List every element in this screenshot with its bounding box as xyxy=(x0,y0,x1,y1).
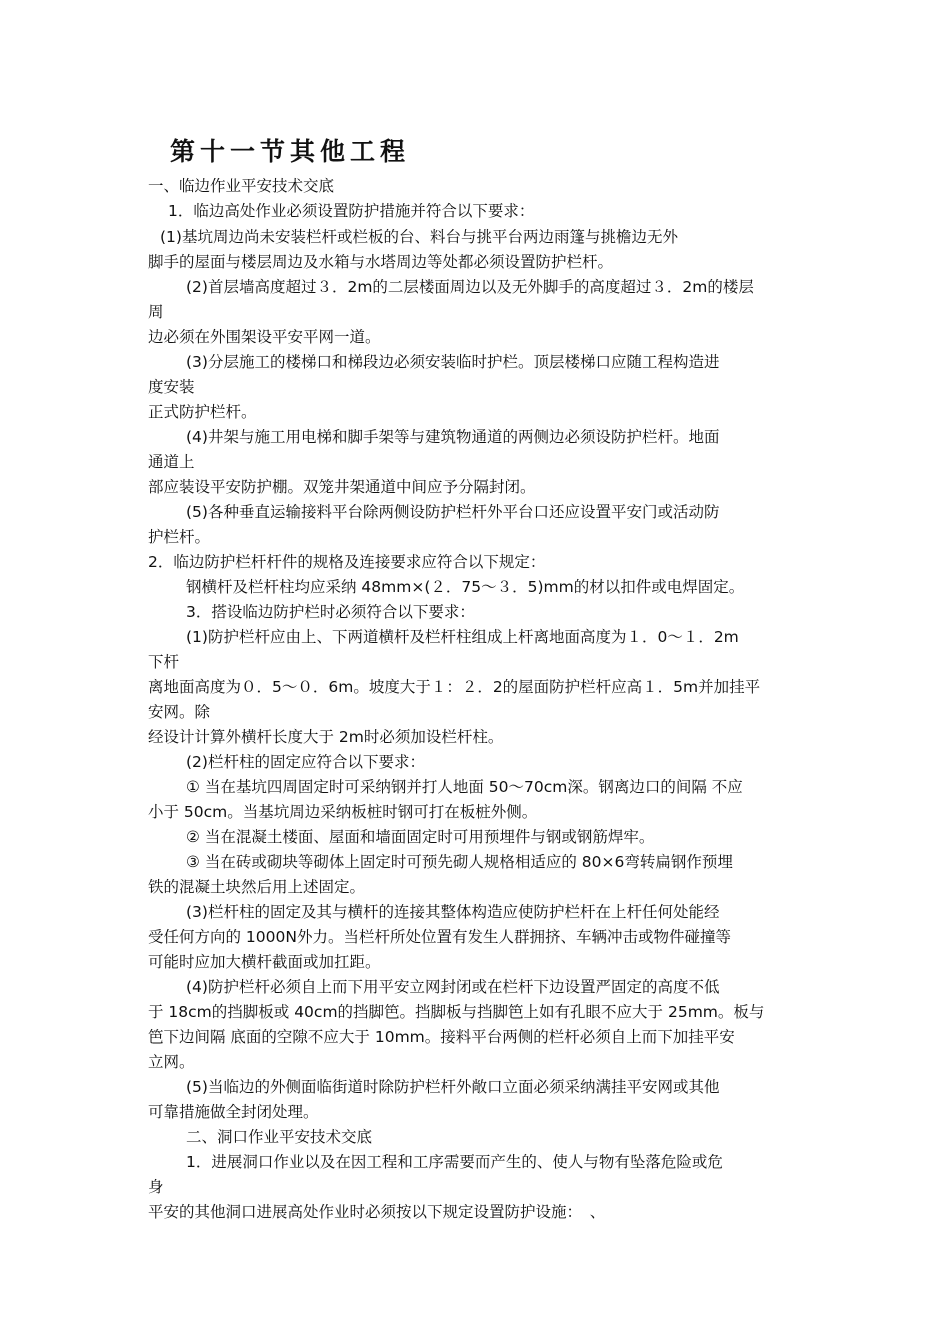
text-line: 可能时应加大横杆截面或加扛距。 xyxy=(148,953,381,971)
text-line: 立网。 xyxy=(148,1053,195,1071)
text-line: 铁的混凝土块然后用上述固定。 xyxy=(148,878,366,896)
text-line: (2)栏杆柱的固定应符合以下要求： xyxy=(186,753,425,771)
text-line: (4)井架与施工用电梯和脚手架等与建筑物通道的两侧边必须设防护栏杆。地面 xyxy=(186,428,720,446)
text-line: ② 当在混凝土楼面、屋面和墙面固定时可用预埋件与钢或钢筋焊牢。 xyxy=(186,828,655,846)
text-line: 下杆 xyxy=(148,653,180,671)
text-line: 小于 50cm。当基坑周边采纳板桩时钢可打在板桩外侧。 xyxy=(148,803,538,821)
text-line: 于 18cm的挡脚板或 40cm的挡脚笆。挡脚板与挡脚笆上如有孔眼不应大于 25mm。板与 xyxy=(148,1003,765,1021)
text-line: 身 xyxy=(148,1178,164,1196)
text-line: 正式防护栏杆。 xyxy=(148,403,257,421)
text-line: 部应装设平安防护棚。双笼井架通道中间应予分隔封闭。 xyxy=(148,478,536,496)
text-line: 二、洞口作业平安技术交底 xyxy=(186,1128,373,1146)
text-line: (3)栏杆柱的固定及其与横杆的连接其整体构造应使防护栏杆在上杆任何处能经 xyxy=(186,903,720,921)
text-line: (1)防护栏杆应由上、下两道横杆及栏杆柱组成上杆离地面高度为１．0～１．2m xyxy=(186,628,739,646)
text-line: 通道上 xyxy=(148,453,195,471)
text-line: 脚手的屋面与楼层周边及水箱与水塔周边等处都必须设置防护栏杆。 xyxy=(148,253,614,271)
text-line: 边必须在外围架设平安平网一道。 xyxy=(148,328,381,346)
text-line: 笆下边间隔 底面的空隙不应大于 10mm。接料平台两侧的栏杆必须自上而下加挂平安 xyxy=(148,1028,735,1046)
text-line: 1．进展洞口作业以及在因工程和工序需要而产生的、使人与物有坠落危险或危 xyxy=(186,1153,723,1171)
section-title: 第十一节其他工程 xyxy=(170,137,411,166)
text-line: (5)各种垂直运输接料平台除两侧设防护栏杆外平台口还应设置平安门或活动防 xyxy=(186,503,720,521)
text-line: 1．临边高处作业必须设置防护措施并符合以下要求： xyxy=(168,202,535,220)
text-line: 护栏杆。 xyxy=(148,528,211,546)
text-line: (5)当临边的外侧面临街道时除防护栏杆外敞口立面必须采纳满挂平安网或其他 xyxy=(186,1078,720,1096)
text-line: (1)基坑周边尚未安装栏杆或栏板的台、料台与挑平台两边雨篷与挑檐边无外 xyxy=(160,228,678,246)
text-line: 可靠措施做全封闭处理。 xyxy=(148,1103,319,1121)
text-line: 离地面高度为０．5～０．6m。坡度大于１：２．2的屋面防护栏杆应高１．5m并加挂平 xyxy=(148,678,761,696)
text-line: 经设计计算外横杆长度大于 2m时必须加设栏杆柱。 xyxy=(148,728,504,746)
text-line: 钢横杆及栏杆柱均应采纳 48mm×(２．75～３．5)mm的材以扣件或电焊固定。 xyxy=(186,578,745,596)
text-line: (3)分层施工的楼梯口和梯段边必须安装临时护栏。顶层楼梯口应随工程构造进 xyxy=(186,353,720,371)
text-line: 度安装 xyxy=(148,378,195,396)
text-line: (4)防护栏杆必须自上而下用平安立网封闭或在栏杆下边设置严固定的高度不低 xyxy=(186,978,720,996)
text-line: 2．临边防护栏杆杆件的规格及连接要求应符合以下规定： xyxy=(148,553,546,571)
text-line: ③ 当在砖或砌块等砌体上固定时可预先砌人规格相适应的 80×6弯转扁钢作预埋 xyxy=(186,853,733,871)
text-line: 周 xyxy=(148,303,164,321)
text-line: 3．搭设临边防护栏时必须符合以下要求： xyxy=(186,603,475,621)
text-line: 受任何方向的 1000N外力。当栏杆所处位置有发生人群拥挤、车辆冲击或物件碰撞等 xyxy=(148,928,731,946)
text-line: 安网。除 xyxy=(148,703,211,721)
text-line: ① 当在基坑四周固定时可采纳钢并打人地面 50～70cm深。钢离边口的间隔 不应 xyxy=(186,778,743,796)
text-line: 一、临边作业平安技术交底 xyxy=(148,177,335,195)
text-line: (2)首层墙高度超过３．2m的二层楼面周边以及无外脚手的高度超过３．2m的楼层 xyxy=(186,278,754,296)
text-line: 平安的其他洞口进展高处作业时必须按以下规定设置防护设施： 、 xyxy=(148,1203,606,1221)
